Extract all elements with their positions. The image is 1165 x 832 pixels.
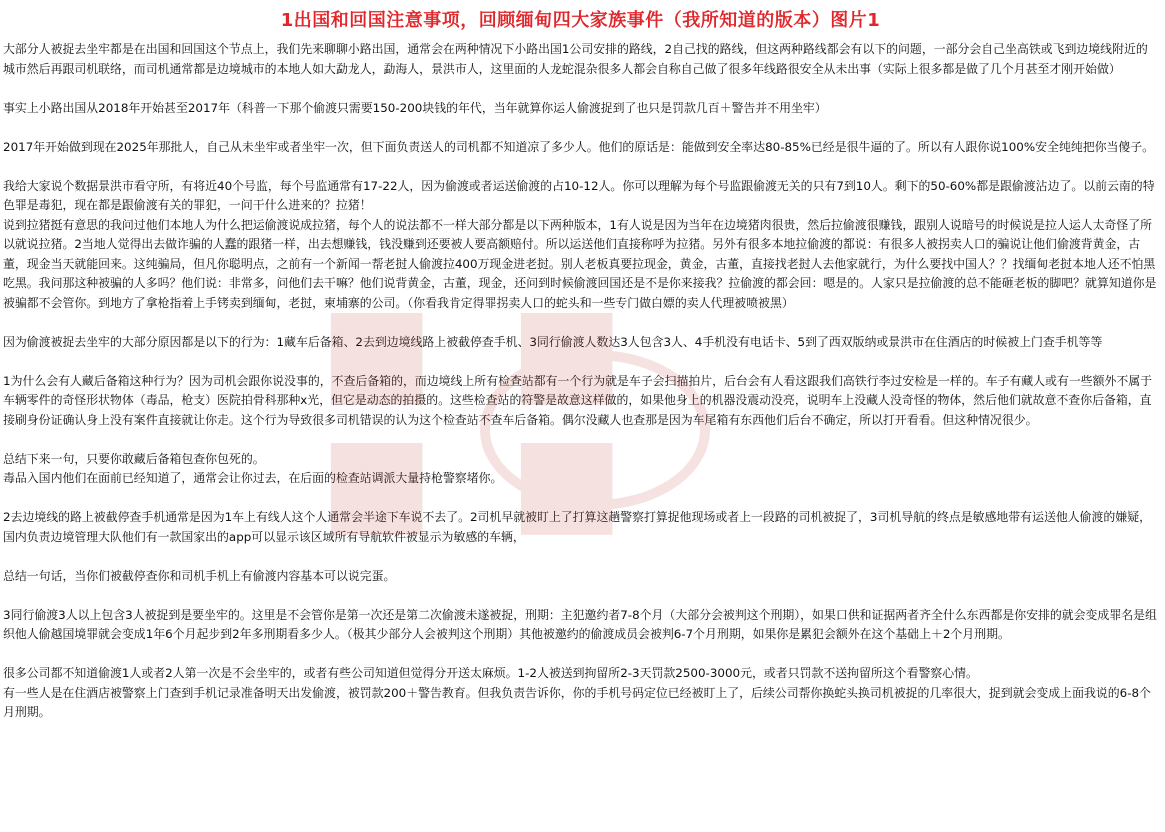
paragraph-spacer bbox=[3, 79, 1158, 99]
paragraph: 1为什么会有人藏后备箱这种行为？因为司机会跟你说没事的，不查后备箱的，而边境线上所有检查站都有一个行为就是车子会扫描拍片，后台会有人看这跟我们高铁行李过安检是一样的。车子有藏人或有一些额外不属于车辆零件的奇怪形状物体（毒品，枪支）医院拍骨科那种x光，但它是动态的拍摄的。这些检查站的符警是故意这样做的，如果他身上的机器没震动没亮，说明车上没藏人没奇怪的物体，然后他们就故意不查你后备箱，直接刷身份证确认身上没有案件直接就让你走。这个行为导致很多司机错误的认为这个检查站不查车后备箱。偶尔没藏人也查那是因为车尾箱有东西他们后台不确定，所以打开看看。但这种情况很少。 bbox=[3, 373, 1153, 427]
paragraph: 总结一句话，当你们被截停查你和司机手机上有偷渡内容基本可以说完蛋。 bbox=[3, 568, 396, 583]
paragraph-spacer bbox=[3, 547, 1158, 567]
paragraph-spacer bbox=[3, 313, 1158, 333]
watermark-glyph: ■ bbox=[320, 410, 434, 549]
paragraph: 大部分人被捉去坐牢都是在出国和回国这个节点上，我们先来聊聊小路出国，通常会在两种情况下小路出国1公司安排的路线，2自己找的路线，但这两种路线都会有以下的问题，一部分会自己坐高铁或飞到边境线附近的城市然后再跟司机联络，而司机通常都是边境城市的本地人如大勐龙人，勐海人，景洪市人，这里面的人龙蛇混杂很多人都会自称自己做了很多年线路很安全从未出事（实际上很多都是做了几个月甚至才刚开始做） bbox=[3, 42, 1148, 76]
paragraph-spacer bbox=[3, 118, 1158, 138]
paragraph-spacer bbox=[3, 352, 1158, 372]
paragraph-spacer bbox=[3, 430, 1158, 450]
paragraph: 毒品入国内他们在面前已经知道了，通常会让你过去，在后面的检查站调派大量持枪警察堵你。 bbox=[3, 471, 503, 485]
watermark-glyph: ■ bbox=[510, 280, 624, 419]
paragraph: 有一些人是在住酒店被警察上门查到手机记录准备明天出发偷渡，被罚款200＋警告教育。但我负责告诉你，你的手机号码定位已经被盯上了，后续公司帮你换蛇头换司机被捉的几率很大，捉到就会变成上面我说的6-8个月刑期。 bbox=[3, 685, 1151, 719]
paragraph-spacer bbox=[3, 645, 1158, 665]
paragraph: 3同行偷渡3人以上包含3人被捉到是要坐牢的。这里是不会管你是第一次还是第二次偷渡未遂被捉，刑期：主犯邀约者7-8个月（大部分会被判这个刑期），如果口供和证据两者齐全什么东西都是你安排的就会变成罪名是组织他人偷越国境罪就会变成1年6个月起步到2年多刑期看多少人。（极其少部分人会被判这个刑期）其他被邀约的偷渡成员会被判6-7个月刑期，如果你是累犯会额外在这个基础上＋2个月刑期。 bbox=[3, 607, 1157, 641]
page-title: 1出国和回国注意事项，回顾缅甸四大家族事件（我所知道的版本）图片1 bbox=[280, 10, 881, 31]
paragraph: 很多公司都不知道偷渡1人或者2人第一次是不会坐牢的，或者有些公司知道但觉得分开送太麻烦。1-2人被送到拘留所2-3天罚款2500-3000元，或者只罚款不送拘留所这个看警察心情。 bbox=[3, 666, 978, 680]
watermark-glyph: ■ bbox=[510, 410, 624, 549]
paragraph-spacer bbox=[3, 586, 1158, 606]
paragraph: 因为偷渡被捉去坐牢的大部分原因都是以下的行为：1藏车后备箱、2去到边境线路上被截停查手机、3同行偷渡人数达3人包含3人、4手机没有电话卡、5到了西双版纳或景洪市在住酒店的时候被上门查手机等等 bbox=[3, 334, 1103, 349]
paragraph-spacer bbox=[3, 157, 1158, 177]
paragraph: 我给大家说个数据景洪市看守所，有将近40个号监，每个号监通常有17-22人，因为偷渡或者运送偷渡的占10-12人。你可以理解为每个号监跟偷渡无关的只有7到10人。剩下的50-60%都是跟偷渡沾边了。以前云南的特色罪是毒犯，现在都是跟偷渡有关的罪犯，一问干什么进来的？拉猪！ bbox=[3, 178, 1155, 212]
paragraph: 2017年开始做到现在2025年那批人，自己从未坐牢或者坐牢一次，但下面负责送人的司机都不知道凉了多少人。他们的原话是：能做到安全率达80-85%已经是很牛逼的了。所以有人跟你说100%安全纯纯把你当傻子。 bbox=[3, 139, 1155, 154]
paragraph: 说到拉猪挺有意思的我问过他们本地人为什么把运偷渡说成拉猪，每个人的说法都不一样大部分都是以下两种版本，1有人说是因为当年在边境猪肉很贵，然后拉偷渡很赚钱，跟别人说暗号的时候说是拉人运人太奇怪了所以就说拉猪。2当地人觉得出去做诈骗的人蠢的跟猪一样，出去想赚钱，钱没赚到还要被人要高额赔付。所以运送他们直接称呼为拉猪。另外有很多本地拉偷渡的都说：有很多人被拐卖人口的骗说让他们偷渡背黄金，古董，现金当天就能回来。这纯骗局，但凡你聪明点，之前有一个新闻一帮老挝人偷渡拉400万现金进老挝。别人老板真要拉现金，黄金，古董，直接找老挝人去他家就行，为什么要找中国人？？找缅甸老挝本地人还不怕黑吃黑。我问那这种被骗的人多吗？他们说：非常多，问他们去干嘛？他们说背黄金，古董，现金，还问到时候偷渡回国还是不是你来接我？拉偷渡的都会回：嗯是的。人家只是拉偷渡的总不能砸老板的脚吧？就算知道你是被骗都不会管你。到地方了拿枪指着上手铐卖到缅甸，老挝，柬埔寨的公司。（你看我肯定得罪拐卖人口的蛇头和一些专门做白嫖的卖人代理被喷被黑） bbox=[3, 217, 1157, 310]
paragraph: 2去边境线的路上被截停查手机通常是因为1车上有线人这个人通常会半途下车说不去了。2司机早就被盯上了打算这趟警察打算捉他现场或者上一段路的司机被捉了，3司机导航的终点是敏感地带有运送他人偷渡的嫌疑，国内负责边境管理大队他们有一款国家出的app可以显示该区域所有导航软件被显示为敏感的车辆， bbox=[3, 510, 1151, 544]
paragraph-spacer bbox=[3, 489, 1158, 509]
paragraph: 事实上小路出国从2018年开始甚至2017年（科普一下那个偷渡只需要150-200块钱的年代，当年就算你运人偷渡捉到了也只是罚款几百＋警告并不用坐牢） bbox=[3, 100, 827, 115]
paragraph: 总结下来一句，只要你敢藏后备箱包查你包死的。 bbox=[3, 451, 265, 466]
document-body bbox=[3, 40, 1158, 723]
watermark-glyph: ■ bbox=[320, 280, 434, 419]
